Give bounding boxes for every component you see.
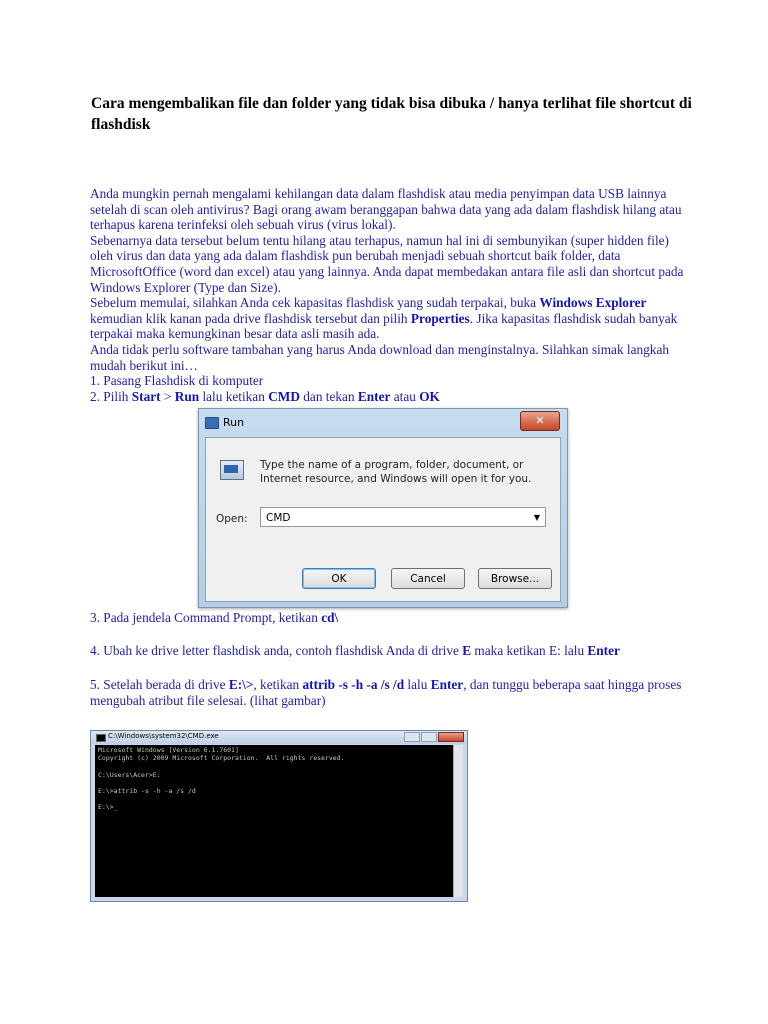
enter-term: Enter xyxy=(357,388,391,404)
enter-term-2: Enter xyxy=(587,643,620,658)
start-term: Start xyxy=(131,388,161,404)
cmd-line: C:\Users\Acer>E: xyxy=(98,770,161,779)
cmd-titlebar xyxy=(91,731,467,744)
cmd-line xyxy=(98,795,460,803)
run-description: Type the name of a program, folder, document, or Internet resource, and Windows will open it for you. xyxy=(260,459,532,485)
cancel-button[interactable]: Cancel xyxy=(391,568,465,589)
intro-p3-text-a: Sebelum memulai, silahkan Anda cek kapasitas flashdisk yang sudah terpakai, buka xyxy=(90,295,540,311)
close-icon[interactable] xyxy=(438,732,464,742)
step-5-text-c: , ketikan xyxy=(253,677,303,692)
attrib-command: attrib -s -h -a /s /d xyxy=(302,677,405,692)
intro-text xyxy=(90,186,690,404)
browse-button[interactable]: Browse... xyxy=(478,568,552,589)
step-5-text: 5. Setelah berada di drive xyxy=(90,677,229,692)
close-icon[interactable]: ✕ xyxy=(520,411,560,431)
drive-prompt-term: E:\> xyxy=(228,677,254,692)
run-footer xyxy=(206,557,560,601)
cmd-window-screenshot xyxy=(90,730,468,902)
cmd-term: CMD xyxy=(268,388,300,404)
step-4 xyxy=(90,643,620,659)
run-title: Run xyxy=(223,416,245,429)
cmd-icon xyxy=(96,734,106,742)
intro-p3-text-c: kemudian klik kanan pada drive flashdisk tersebut dan pilih xyxy=(90,310,411,326)
step-4-text: 4. Ubah ke drive letter flashdisk anda, contoh flashdisk Anda di drive xyxy=(90,643,463,658)
step-4-text-c: maka ketikan E: lalu xyxy=(471,643,588,658)
drive-e-term: E xyxy=(462,643,472,658)
run-term: Run xyxy=(174,388,200,404)
step-3 xyxy=(90,610,338,626)
minimize-icon[interactable] xyxy=(404,732,420,742)
cmd-line: Microsoft Windows [Version 6.1.7601] xyxy=(98,746,239,754)
step-2-text: 2. Pilih xyxy=(90,388,132,404)
maximize-icon[interactable] xyxy=(421,732,437,742)
step-5 xyxy=(90,677,700,708)
intro-paragraph-3 xyxy=(90,295,690,342)
run-app-icon xyxy=(220,460,244,480)
cd-command: cd\ xyxy=(321,610,339,625)
scrollbar[interactable] xyxy=(453,745,463,897)
run-titlebar xyxy=(199,409,567,437)
windows-explorer-term: Windows Explorer xyxy=(539,295,647,311)
cmd-line: E:\>_ xyxy=(98,803,118,812)
run-body xyxy=(205,437,561,602)
open-label: Open: xyxy=(216,513,248,525)
chevron-down-icon[interactable]: ▼ xyxy=(533,513,540,522)
step-5-text-d: lalu xyxy=(404,677,431,692)
window-controls xyxy=(403,732,464,742)
step-1: 1. Pasang Flashdisk di komputer xyxy=(90,373,264,389)
cmd-line: Copyright (c) 2009 Microsoft Corporation. All rights reserved. xyxy=(98,754,345,763)
cmd-line xyxy=(98,779,460,787)
open-input-value: CMD xyxy=(266,512,291,524)
open-input[interactable] xyxy=(260,507,546,527)
cmd-line: E:\>attrib -s -h -a /s /d xyxy=(98,786,196,795)
cmd-line xyxy=(98,762,460,770)
run-dialog-screenshot xyxy=(198,408,568,608)
intro-paragraph-2: Sebenarnya data tersebut belum tentu hilang atau terhapus, namun hal ini di sembunyikan (super hidden file) oleh virus dan data yang ada dalam flashdisk pun berubah menjadi sebuah shortcut baik folder, data MicrosoftOffice (word dan excel) atau yang lainnya. Anda dapat membedakan antara file asli dan shortcut pada Windows Explorer (Type dan Size). xyxy=(90,232,684,295)
ok-button[interactable]: OK xyxy=(302,568,376,589)
enter-term-3: Enter xyxy=(430,677,464,692)
step-2-text-e: dan tekan xyxy=(299,388,358,404)
step-2-text-d: lalu ketikan xyxy=(199,388,269,404)
step-2-sep: > xyxy=(160,388,175,404)
cmd-console[interactable] xyxy=(95,745,463,897)
cmd-title: C:\Windows\system32\CMD.exe xyxy=(108,732,219,740)
step-5-text-e: , dan tunggu beberapa saat hingga proses mengubah atribut file selesai. (lihat gambar) xyxy=(90,677,682,708)
run-title-icon xyxy=(205,417,219,429)
step-3-text: 3. Pada jendela Command Prompt, ketikan xyxy=(90,610,322,625)
ok-term: OK xyxy=(419,388,440,404)
intro-p3-text-d: . Jika kapasitas flashdisk sudah banyak terpakai maka kemungkinan besar data asli masih ada. xyxy=(90,310,678,342)
step-2 xyxy=(90,389,690,405)
intro-paragraph-1: Anda mungkin pernah mengalami kehilangan data dalam flashdisk atau media penyimpan data USB lainnya setelah di scan oleh antivirus? Bagi orang awam beranggapan bahwa data yang ada dalam flashdisk hilang atau terhapus karena terinfeksi oleh sebuah virus (virus lokal). xyxy=(90,186,682,233)
intro-paragraph-4: Anda tidak perlu software tambahan yang harus Anda download dan menginstalnya. Silahkan simak langkah mudah berikut ini… xyxy=(90,341,670,373)
page-title: Cara mengembalikan file dan folder yang tidak bisa dibuka / hanya terlihat file shortcut di flashdisk xyxy=(91,95,692,133)
properties-term: Properties xyxy=(410,310,470,326)
step-2-text-f: atau xyxy=(390,388,420,404)
